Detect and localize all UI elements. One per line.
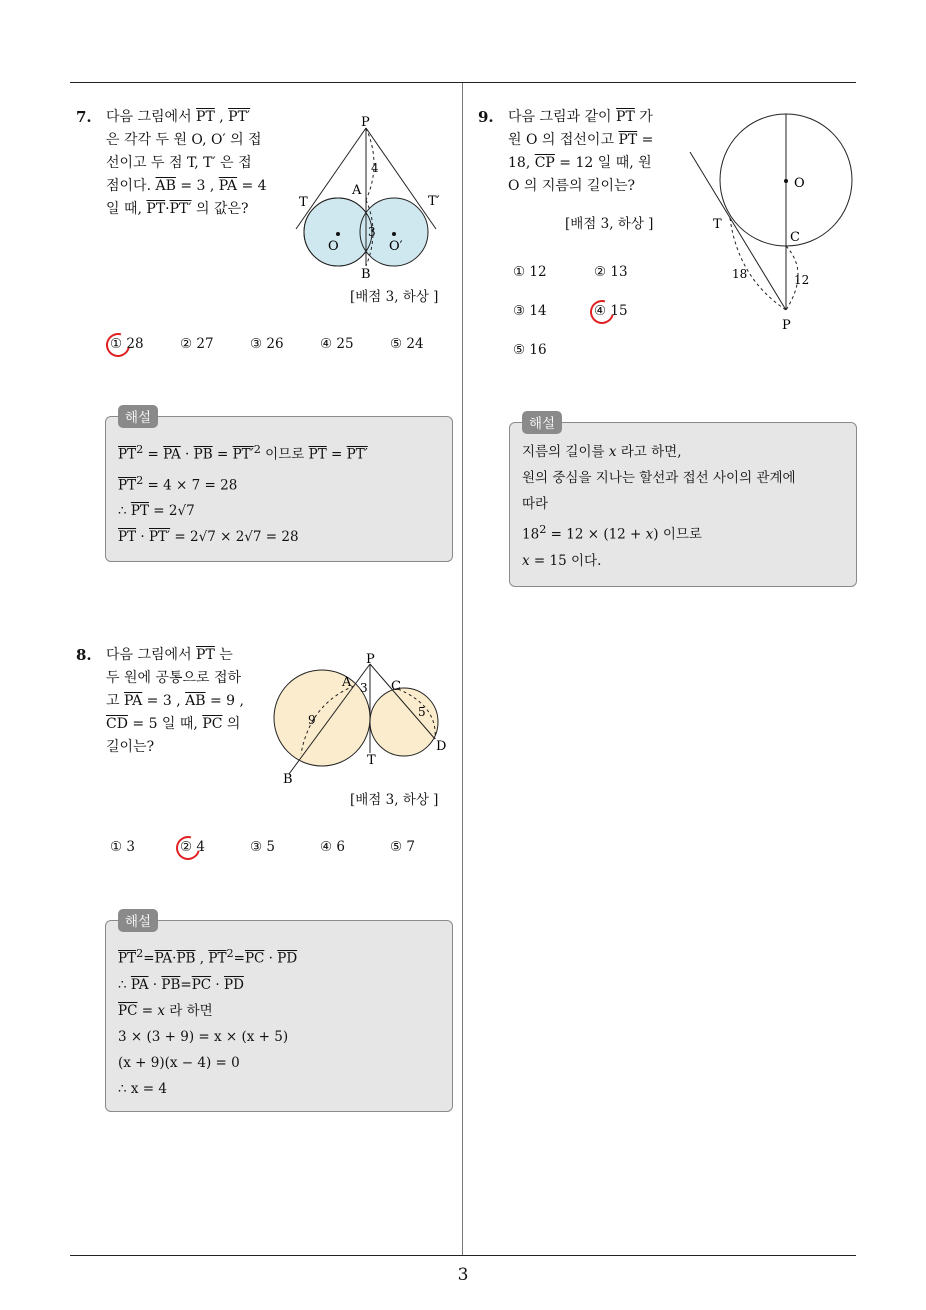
q7-score: [배점 3, 하상 ] [350,289,439,305]
q8-sol-line-4: 3 × (3 + 9) = x × (x + 5) [118,1028,289,1045]
q7-sol-line-4: $\overline{PT} \cdot PT' = 2√7 \times 2√7 = 28$ [118,529,299,545]
q8-label-a: A [342,675,352,690]
q8-figure [270,646,455,791]
q7-label-p: P [361,115,370,130]
top-rule [70,82,856,83]
q8-line-5: 길이는? [106,739,155,755]
q8-label-t: T [367,753,376,768]
q9-solution-tag: 해설 [522,411,562,434]
q9-label-t: T [713,217,722,232]
q9-number: 9. [478,108,494,126]
q8-label-c: C [391,679,401,694]
column-divider [462,83,463,1255]
q8-solution-box [105,914,453,1112]
q9-choice-3[interactable]: ③ 14 [513,303,547,319]
q7-line-1: 다음 그림에서 $\overline{PT}$ , PT′ [106,109,251,125]
q9-solution-body [522,439,852,574]
q7-label-3: 3 [368,225,376,239]
q7-line-4: 점이다. $\overline{AB} = 3$ , $\overline{PA} = 4$ [106,178,267,194]
q8-choice-3[interactable]: ③ 5 [250,839,275,855]
q8-score: [배점 3, 하상 ] [350,792,439,808]
q7-figure [290,112,460,287]
q9-label-c: C [790,230,800,245]
q9-line-4: O 의 지름의 길이는? [508,178,636,194]
q7-text [106,106,286,221]
q7-sol-line-1: $\overline{PT}^2 = \overline{PA} \cdot \overline{PB} = PT'^2$ 이므로 $\overline{PT} = PT'$ [118,443,368,463]
q9-figure [686,110,862,335]
q7-center-o [336,232,340,236]
q8-label-9: 9 [308,713,316,727]
q8-circle-left [274,670,370,766]
bottom-rule [70,1255,856,1256]
q9-choice-5[interactable]: ⑤ 16 [513,342,547,358]
q8-sol-line-3: $\overline{PC} = x$ 라 하면 [118,1002,213,1019]
q9-solution-box [509,416,857,587]
q7-choice-3[interactable]: ③ 26 [250,336,284,352]
q8-sol-line-5: (x + 9)(x − 4) = 0 [118,1054,240,1071]
q7-label-o: O [328,239,339,254]
q8-choice-1[interactable]: ① 3 [110,839,135,855]
q9-sol-line-3: 따라 [522,496,549,512]
q9-line-2: 원 O 의 접선이고 $\overline{PT}$ = [508,132,654,148]
q7-line-3: 선이고 두 점 T, T′ 은 접 [106,155,252,171]
q7-label-t: T [299,195,308,210]
q9-label-o: O [794,176,805,191]
q9-sol-line-1: 지름의 길이를 x 라고 하면, [522,444,682,460]
q9-label-p: P [782,318,791,333]
q7-choice-1[interactable]: ① 28 [110,336,144,352]
q7-solution-box [105,410,453,562]
q8-line-4: $\overline{CD} = 5$ 일 때, $\overline{PC}$ 의 [106,716,241,732]
q7-choice-4[interactable]: ④ 25 [320,336,354,352]
q9-sol-line-5: x = 15 이다. [522,552,602,569]
q7-number: 7. [76,108,92,126]
q7-label-o2: O′ [389,239,403,254]
q8-label-p: P [366,652,375,667]
q8-sol-line-2: ∴ $\overline{PA} \cdot \overline{PB}=\overline{PC} \cdot \overline{PD}$ [118,976,244,993]
q7-label-4: 4 [371,161,379,175]
q9-tangent [690,152,786,310]
q8-line-1: 다음 그림에서 $\overline{PT}$ 는 [106,647,233,663]
q7-sol-line-2: $\overline{PT}^2 = 4 \times 7 = 28$ [118,473,238,493]
q7-center-o2 [392,232,396,236]
q7-solution-body [118,437,368,550]
q9-score: [배점 3, 하상 ] [565,216,654,232]
q9-text [508,106,678,198]
q9-answer-mark [586,296,619,329]
q9-sol-line-4: $18^2 = 12 \times (12 + x)$ 이므로 [522,523,702,543]
q7-line-2: 은 각각 두 원 O, O′ 의 접 [106,132,262,148]
q8-choice-4[interactable]: ④ 6 [320,839,345,855]
q7-label-t2: T′ [428,194,440,209]
q8-label-3: 3 [360,681,368,695]
q9-choice-4[interactable]: ④ 15 [594,303,628,319]
q7-label-b: B [361,267,371,282]
q9-choice-2[interactable]: ② 13 [594,264,628,280]
q8-label-d: D [436,739,447,754]
q9-center-o [784,179,788,183]
q8-label-b: B [283,772,293,787]
q7-sol-line-3: ∴ $\overline{PT} = 2√7$ [118,503,195,519]
page-number: 3 [457,1265,469,1285]
q8-number: 8. [76,646,92,664]
q7-line-5: 일 때, $\overline{PT}\cdot PT'$ 의 값은? [106,201,249,217]
q8-solution-tag: 해설 [118,909,158,932]
q8-answer-mark [172,832,205,865]
q8-line-2: 두 원에 공통으로 접하 [106,670,242,686]
q9-line-1: 다음 그림과 같이 $\overline{PT}$ 가 [508,109,653,125]
q8-line-3: 고 $\overline{PA} = 3$ , $\overline{AB} = 9$ , [106,693,244,709]
q9-label-18: 18 [732,267,748,281]
q8-choice-2[interactable]: ② 4 [180,839,205,855]
q9-label-12: 12 [794,273,810,287]
q9-choice-1[interactable]: ① 12 [513,264,547,280]
q8-sol-line-6: ∴ x = 4 [118,1080,167,1097]
q8-solution-body [118,941,297,1102]
q9-sol-line-2: 원의 중심을 지나는 할선과 접선 사이의 관계에 [522,470,796,486]
q8-label-5: 5 [418,705,426,719]
q7-choice-2[interactable]: ② 27 [180,336,214,352]
q7-solution-tag: 해설 [118,405,158,428]
q7-label-a: A [352,183,362,198]
q8-choice-5[interactable]: ⑤ 7 [390,839,415,855]
q8-circle-right [370,688,438,756]
q7-answer-mark [102,329,135,362]
q7-choice-5[interactable]: ⑤ 24 [390,336,424,352]
q8-text [106,644,266,759]
q8-sol-line-1: $\overline{PT}^2=\overline{PA}\cdot\overline{PB}$ , $\overline{PT}^2=\overline{PC} \cdot \overline{PD}$ [118,947,298,967]
q9-line-3: 18, $\overline{CP} = 12$ 일 때, 원 [508,155,652,171]
